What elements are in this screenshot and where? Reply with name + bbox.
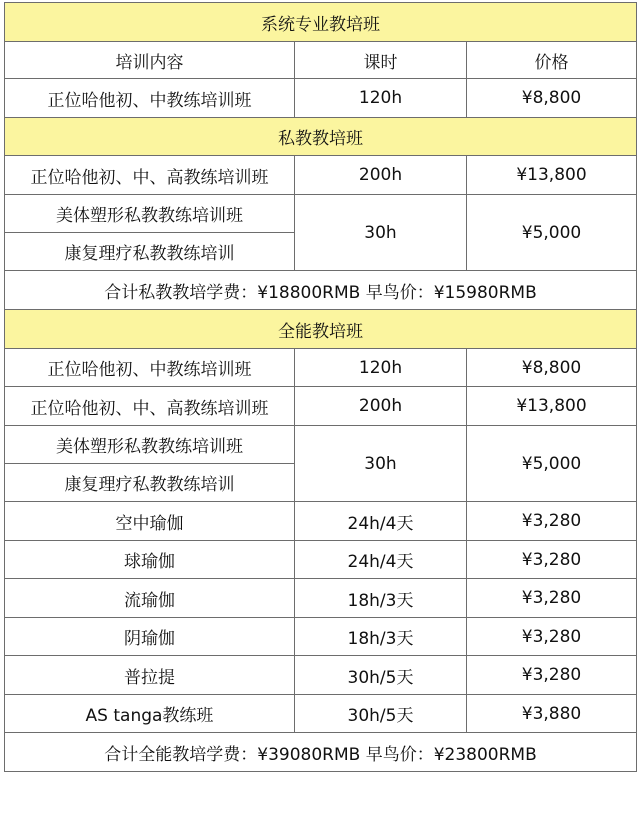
section-title-row bbox=[5, 310, 637, 349]
course-name: 阴瑜伽 bbox=[5, 618, 295, 656]
table-row bbox=[5, 541, 637, 579]
course-price: ¥5,000 bbox=[467, 195, 637, 271]
course-name: AS tanga教练班 bbox=[5, 695, 295, 733]
section-title: 全能教培班 bbox=[5, 310, 637, 349]
table-row bbox=[5, 349, 637, 387]
column-header-content: 培训内容 bbox=[5, 42, 295, 79]
total-text: 合计私教教培学费：¥18800RMB 早鸟价：¥15980RMB bbox=[5, 271, 637, 310]
course-price: ¥3,280 bbox=[467, 579, 637, 618]
course-price: ¥8,800 bbox=[467, 79, 637, 118]
table-row bbox=[5, 195, 637, 233]
course-hours: 30h/5天 bbox=[295, 695, 467, 733]
course-hours: 24h/4天 bbox=[295, 502, 467, 541]
table-row bbox=[5, 79, 637, 118]
table-row bbox=[5, 656, 637, 695]
table-row bbox=[5, 387, 637, 426]
course-hours: 200h bbox=[295, 387, 467, 426]
course-price: ¥3,280 bbox=[467, 656, 637, 695]
table-row bbox=[5, 618, 637, 656]
column-header-hours: 课时 bbox=[295, 42, 467, 79]
course-name: 康复理疗私教教练培训 bbox=[5, 464, 295, 502]
course-price: ¥13,800 bbox=[467, 387, 637, 426]
table-row bbox=[5, 579, 637, 618]
course-price: ¥3,280 bbox=[467, 541, 637, 579]
table-row bbox=[5, 156, 637, 195]
course-hours: 30h/5天 bbox=[295, 656, 467, 695]
section-title: 私教教培班 bbox=[5, 118, 637, 156]
course-hours: 200h bbox=[295, 156, 467, 195]
course-name: 正位哈他初、中教练培训班 bbox=[5, 79, 295, 118]
course-price-table bbox=[4, 2, 637, 772]
course-name: 美体塑形私教教练培训班 bbox=[5, 195, 295, 233]
course-name: 美体塑形私教教练培训班 bbox=[5, 426, 295, 464]
course-hours: 120h bbox=[295, 79, 467, 118]
course-hours: 24h/4天 bbox=[295, 541, 467, 579]
total-row bbox=[5, 733, 637, 772]
course-name: 康复理疗私教教练培训 bbox=[5, 233, 295, 271]
course-hours: 18h/3天 bbox=[295, 579, 467, 618]
total-row bbox=[5, 271, 637, 310]
course-hours: 30h bbox=[295, 426, 467, 502]
course-price: ¥3,880 bbox=[467, 695, 637, 733]
table-row bbox=[5, 695, 637, 733]
course-price: ¥3,280 bbox=[467, 502, 637, 541]
column-header-price: 价格 bbox=[467, 42, 637, 79]
course-price: ¥8,800 bbox=[467, 349, 637, 387]
course-name: 流瑜伽 bbox=[5, 579, 295, 618]
course-price: ¥5,000 bbox=[467, 426, 637, 502]
course-price: ¥13,800 bbox=[467, 156, 637, 195]
course-name: 正位哈他初、中、高教练培训班 bbox=[5, 387, 295, 426]
course-price: ¥3,280 bbox=[467, 618, 637, 656]
section-title: 系统专业教培班 bbox=[5, 3, 637, 42]
course-name: 普拉提 bbox=[5, 656, 295, 695]
table-row bbox=[5, 426, 637, 464]
section-title-row bbox=[5, 3, 637, 42]
course-name: 正位哈他初、中、高教练培训班 bbox=[5, 156, 295, 195]
course-name: 空中瑜伽 bbox=[5, 502, 295, 541]
section-title-row bbox=[5, 118, 637, 156]
course-hours: 18h/3天 bbox=[295, 618, 467, 656]
course-name: 球瑜伽 bbox=[5, 541, 295, 579]
column-header-row bbox=[5, 42, 637, 79]
total-text: 合计全能教培学费：¥39080RMB 早鸟价：¥23800RMB bbox=[5, 733, 637, 772]
course-name: 正位哈他初、中教练培训班 bbox=[5, 349, 295, 387]
course-hours: 120h bbox=[295, 349, 467, 387]
table-row bbox=[5, 502, 637, 541]
course-hours: 30h bbox=[295, 195, 467, 271]
